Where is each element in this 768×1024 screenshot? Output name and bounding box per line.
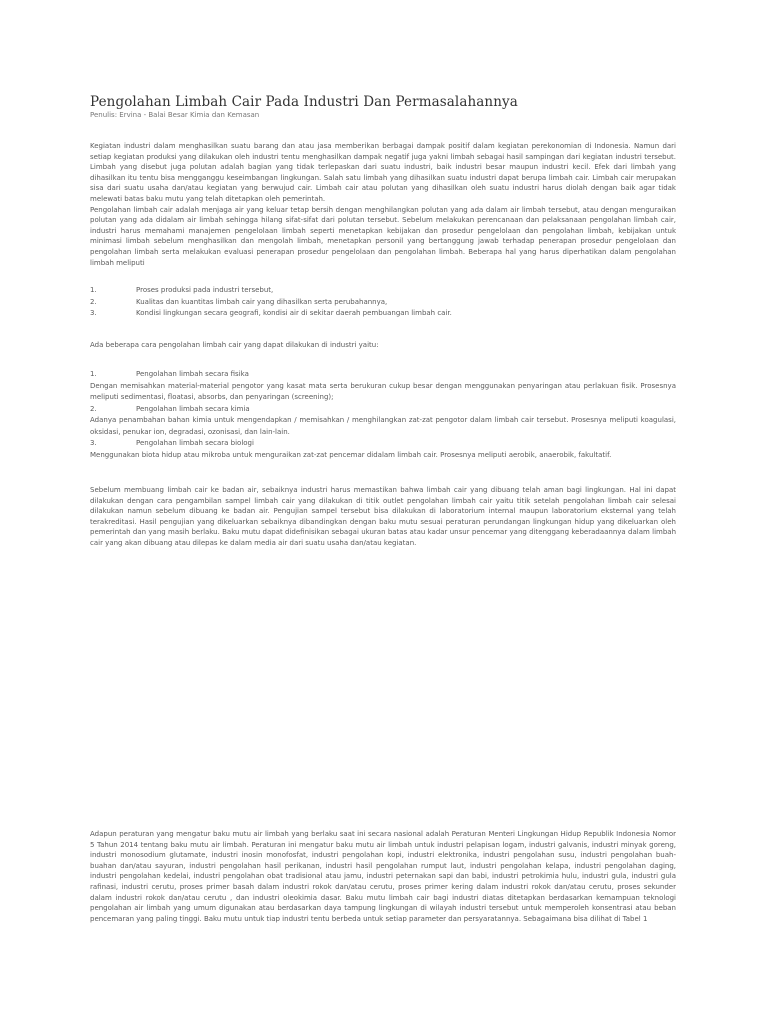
method-title: Pengolahan limbah secara biologi <box>136 439 254 447</box>
considerations-list <box>90 285 676 320</box>
testing-section <box>90 485 676 549</box>
list-item <box>90 285 676 297</box>
regulation-section <box>90 829 676 924</box>
method-description: Dengan memisahkan material-material pengotor yang kasat mata serta berukuran cukup besar dengan menggunakan penyaringan atau perlakuan fisik. Prosesnya meliputi sedimentasi, floatasi, absorbs, dan penyaringan (screening); <box>90 381 676 401</box>
list-number: 1. <box>90 370 97 378</box>
intro-paragraph-1: Kegiatan industri dalam menghasilkan suatu barang dan atau jasa memberikan berbagai dampak positif dalam kegiatan perekonomian di Indonesia. Namun dari setiap kegiatan produksi yang dilakukan oleh industri tentu menghasilkan dampak negatif juga yakni limbah sebagai hasil sampingan dari kegiatan industri tersebut. Limbah yang disebut juga polutan adalah bagian yang tidak terlepaskan dari suatu industri, baik industri besar maupun industri kecil. Efek dari limbah yang dihasilkan itu tentu bisa mengganggu keseimbangan lingkungan. Salah satu limbah yang dihasilkan suatu industri dapat berupa limbah cair. Limbah cair merupakan sisa dari suatu usaha dan/atau kegiatan yang berwujud cair. Limbah cair atau polutan yang dihasilkan oleh suatu industri harus diolah dengan baik agar tidak melewati batas baku mutu yang telah ditetapkan oleh pemerintah. <box>90 142 676 203</box>
method-description: Adanya penambahan bahan kimia untuk mengendapkan / memisahkan / menghilangkan zat-zat pengotor dalam limbah cair tersebut. Prosesnya meliputi koagulasi, oksidasi, penukar ion, degradasi, ozonisasi, dan lain-lain. <box>90 416 676 436</box>
method-heading <box>90 369 676 381</box>
author-byline: Penulis: Ervina - Balai Besar Kimia dan Kemasan <box>90 111 260 119</box>
list-item <box>90 297 676 309</box>
intro-paragraph-2: Pengolahan limbah cair adalah menjaga air yang keluar tetap bersih dengan menghilangkan polutan yang ada dalam air limbah tersebut, atau dengan menguraikan polutan yang ada didalam air limbah sehingga hilang sifat-sifat dari polutan tersebut. Sebelum melakukan perencanaan dan pelaksanaan pengolahan limbah cair, industri harus memahami manajemen pengelolaan limbah seperti menetapkan kebijakan dan prosedur pengelolaan dan pengolahan limbah, kebijakan untuk minimasi limbah sebelum menghasilkan dan mengolah limbah, menetapkan personil yang bertanggung jawab terhadap penerapan prosedur pengelolaan dan pengolahan limbah serta melakukan evaluasi penerapan prosedur pengelolaan dan pengolahan limbah. Beberapa hal yang harus diperhatikan dalam pengolahan limbah meliputi <box>90 205 676 267</box>
method-title: Pengolahan limbah secara fisika <box>136 370 249 378</box>
list-number: 3. <box>90 439 97 447</box>
methods-list <box>90 369 676 461</box>
list-item <box>90 308 676 320</box>
page-title: Pengolahan Limbah Cair Pada Industri Dan Permasalahannya <box>90 94 518 110</box>
list-number: 2. <box>90 297 97 306</box>
methods-intro <box>90 340 676 351</box>
regulation-paragraph: Adapun peraturan yang mengatur baku mutu air limbah yang berlaku saat ini secara nasional adalah Peraturan Menteri Lingkungan Hidup Republik Indonesia Nomor 5 Tahun 2014 tentang baku mutu air limbah. Peraturan ini mengatur baku mutu air limbah untuk industri pelapisan logam, industri galvanis, industri minyak goreng, industri monosodium glutamate, industri inosin monofosfat, industri pengolahan kopi, industri elektronika, industri pengolahan susu, industri pengolahan buah-buahan dan/atau sayuran, industri pengolahan hasil perikanan, industri hasil pengolahan rumput laut, industri pengolahan kelapa, industri pengolahan daging, industri pengolahan kedelai, industri pengolahan obat tradisional atau jamu, industri peternakan sapi dan babi, industri petrokimia hulu, industri gula, industri gula rafinasi, industri cerutu, proses primer basah dalam industri rokok dan/atau cerutu, proses primer kering dalam industri rokok dan/atau cerutu, proses sekunder dalam industri rokok dan/atau cerutu , dan industri oleokimia dasar. Baku mutu limbah cair bagi industri diatas ditetapkan berdasarkan kemampuan teknologi pengolahan air limbah yang umum digunakan atau berdasarkan daya tampung lingkungan di wilayah industri tersebut untuk memperoleh konsentrasi atau beban pencemaran yang paling tinggi. Baku mutu untuk tiap industri tentu berbeda untuk setiap parameter dan persyaratannya. Sebagaimana bisa dilihat di Tabel 1 <box>90 830 676 923</box>
list-text: Kualitas dan kuantitas limbah cair yang dihasilkan serta perubahannya, <box>136 297 388 306</box>
testing-paragraph: Sebelum membuang limbah cair ke badan air, sebaiknya industri harus memastikan bahwa limbah cair yang dibuang telah aman bagi lingkungan. Hal ini dapat dilakukan dengan cara pengambilan sampel limbah cair yang dilakukan di titik outlet pengolahan limbah cair yaitu titik setelah pengolahan limbah cair selesai dilakukan namun sebelum dibuang ke badan air. Pengujian sampel tersebut bisa dilakukan di laboratorium internal maupun laboratorium eksternal yang telah terakreditasi. Hasil pengujian yang dikeluarkan sebaiknya dibandingkan dengan baku mutu sesuai peraturan perundangan lingkungan hidup yang dikeluarkan oleh pemerintah dan yang masih berlaku. Baku mutu dapat didefinisikan sebagai ukuran batas atau kadar unsur pencemar yang ditenggang keberadaannya dalam limbah cair yang akan dibuang atau dilepas ke dalam media air dari suatu usaha dan/atau kegiatan. <box>90 486 676 547</box>
list-number: 2. <box>90 404 97 413</box>
method-title: Pengolahan limbah secara kimia <box>136 404 250 413</box>
method-heading <box>90 404 676 416</box>
list-number: 3. <box>90 309 97 317</box>
method-description: Menggunakan biota hidup atau mikroba untuk menguraikan zat-zat pencemar didalam limbah cair. Prosesnya meliputi aerobik, anaerobik, fakultatif. <box>90 450 612 459</box>
list-number: 1. <box>90 286 97 294</box>
intro-section <box>90 141 676 268</box>
method-heading <box>90 438 676 450</box>
methods-intro-text: Ada beberapa cara pengolahan limbah cair yang dapat dilakukan di industri yaitu: <box>90 341 379 349</box>
list-text: Kondisi lingkungan secara geografi, kondisi air di sekitar daerah pembuangan limbah cair. <box>136 309 452 317</box>
list-text: Proses produksi pada industri tersebut, <box>136 286 274 294</box>
